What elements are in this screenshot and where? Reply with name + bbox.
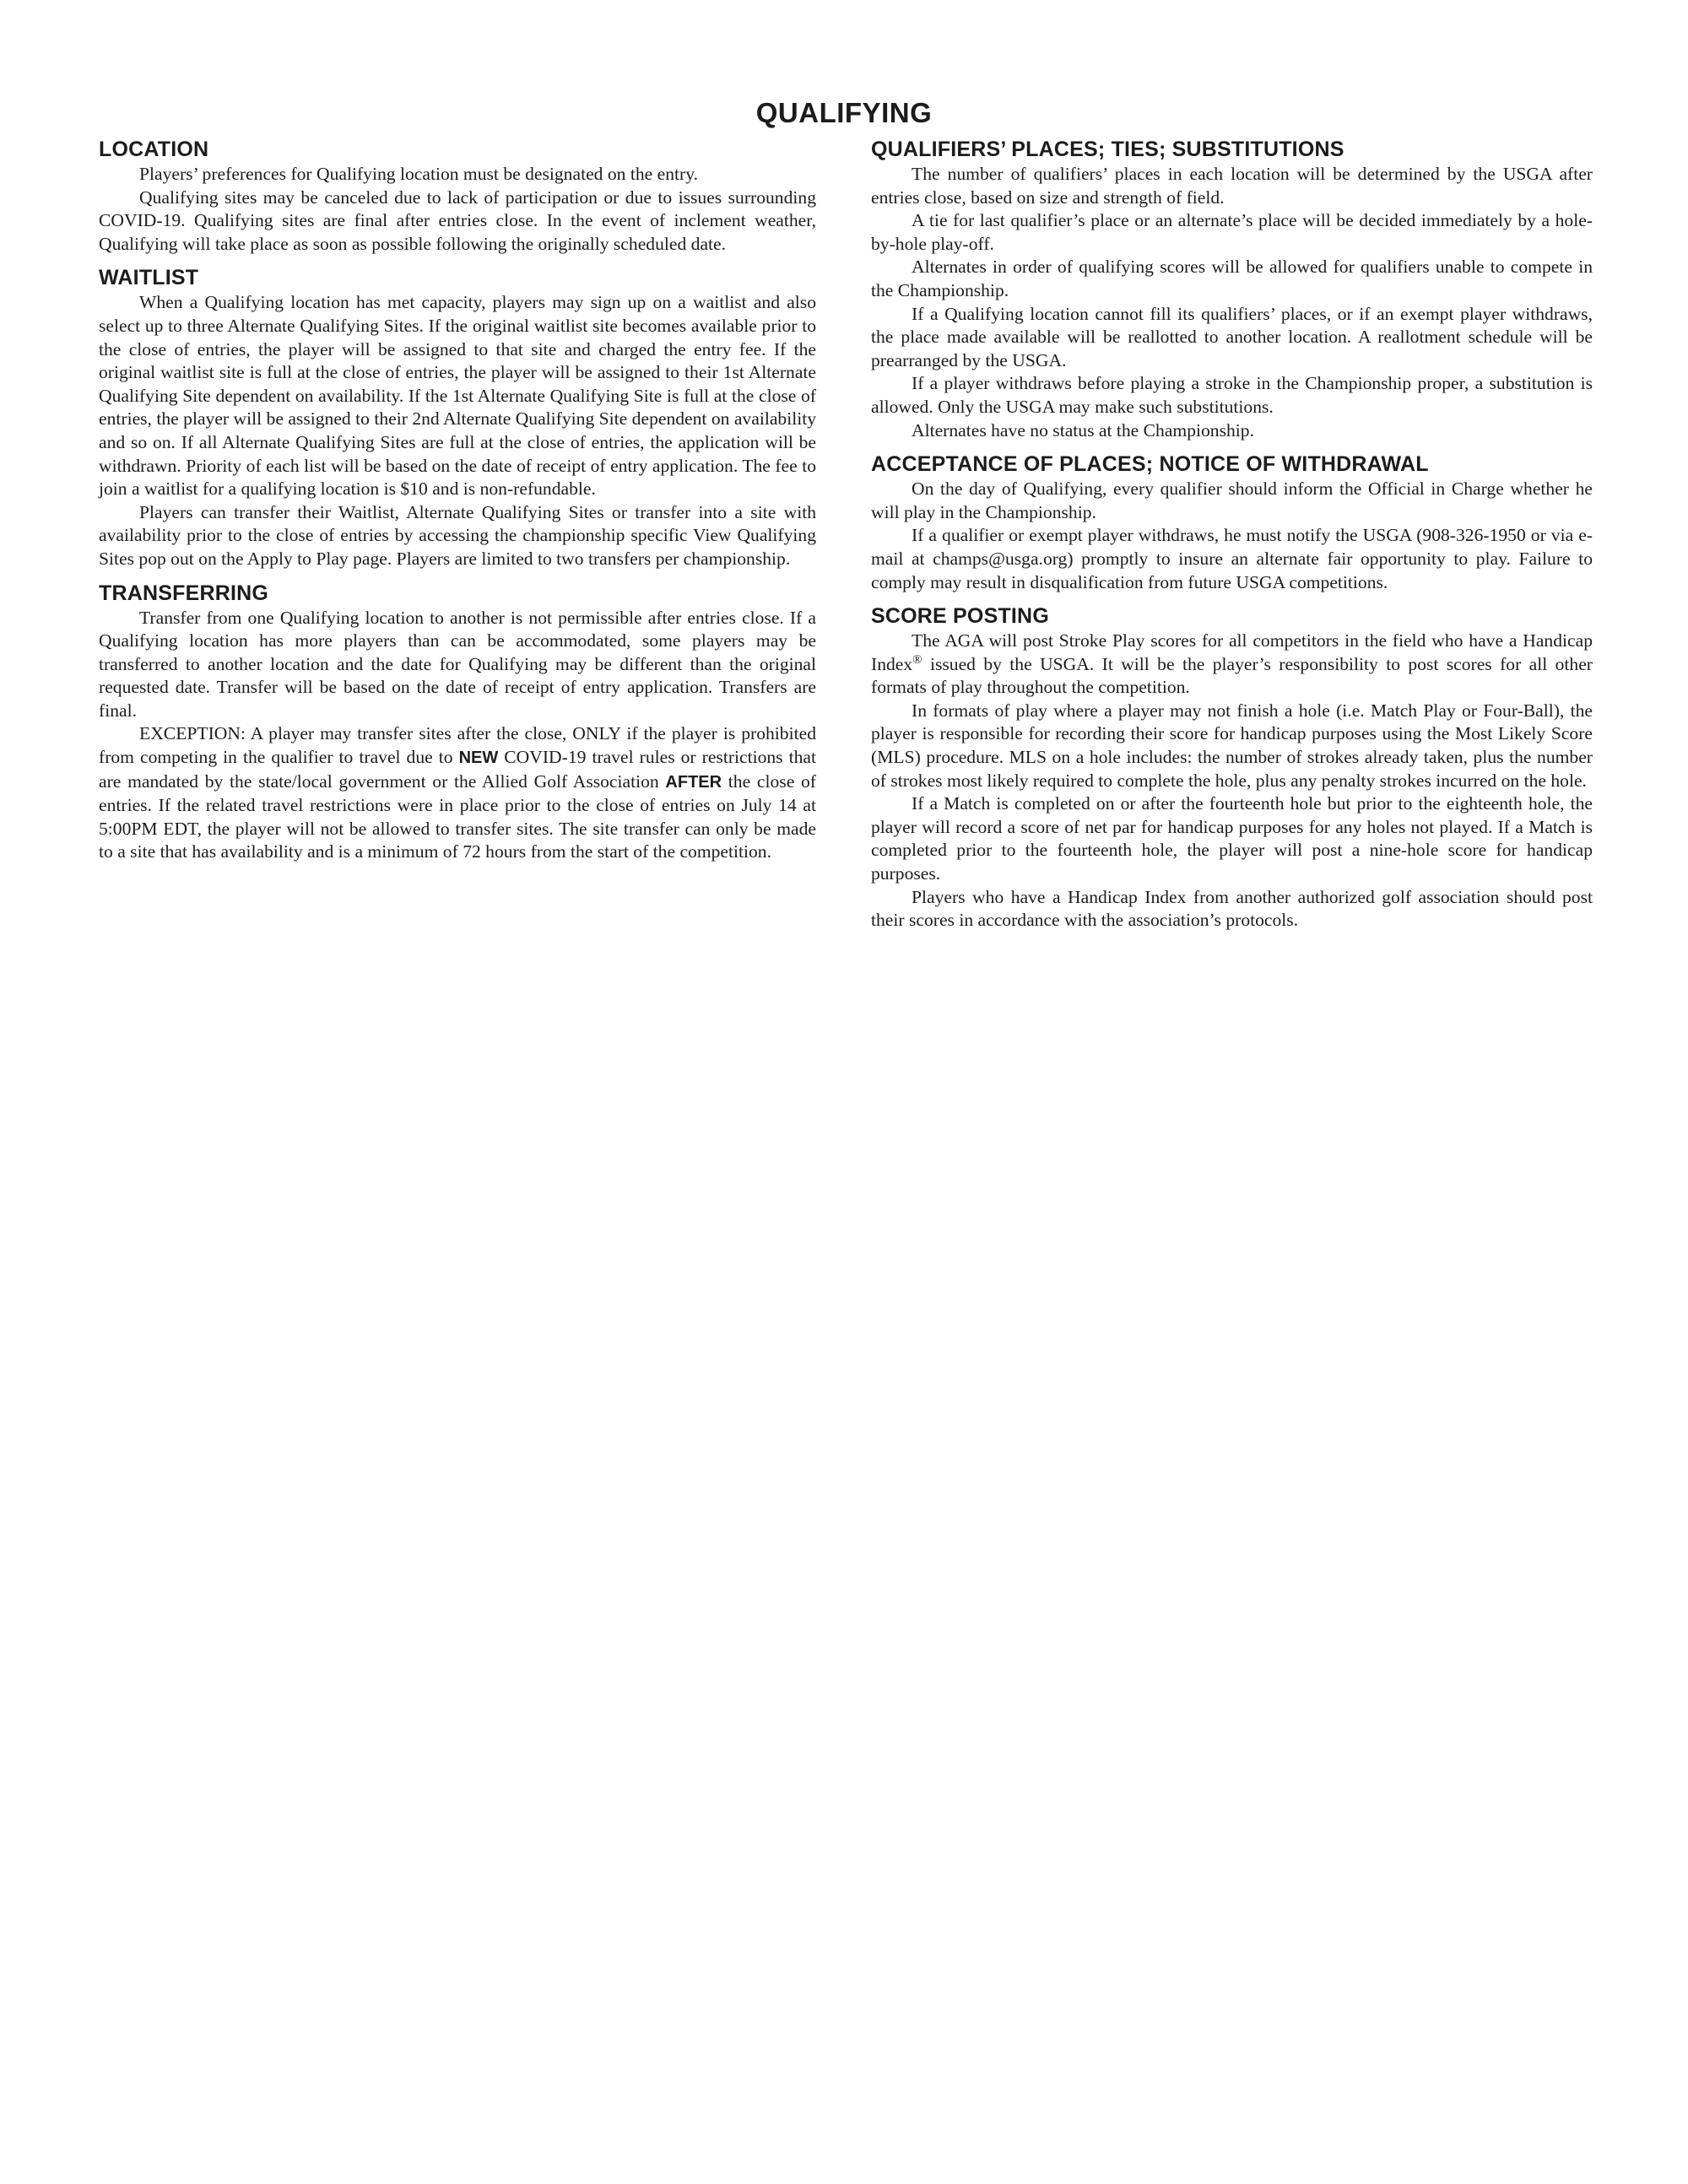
right-column xyxy=(871,137,1593,942)
section-qualifiers-places xyxy=(871,137,1593,442)
paragraph: The number of qualifiers’ places in each location will be determined by the USGA after entries close, based on size and strength of field. xyxy=(871,164,1593,208)
text-run: EXCEPTION: A player may transfer sites after the close, ONLY if the player is prohibited from competing in the qualifier to travel due to xyxy=(99,723,816,768)
paragraph: If a Match is completed on or after the fourteenth hole but prior to the eighteenth hole, the player will record a score of net par for handicap purposes for any holes not played. If a Match is completed prior to the fourteenth hole, the player will post a nine-hole score for handicap purposes. xyxy=(871,793,1593,884)
section-heading: ACCEPTANCE OF PLACES; NOTICE OF WITHDRAWAL xyxy=(871,452,1429,477)
paragraph: Qualifying sites may be canceled due to lack of participation or due to issues surrounding COVID-19. Qualifying sites are final after entries close. In the event of inclement weather, Qualifying will take place as soon as possible following the originally scheduled date. xyxy=(99,187,816,254)
section-location xyxy=(99,137,816,256)
paragraph: Transfer from one Qualifying location to another is not permissible after entries close. If a Qualifying location has more players than can be accommodated, some players may be transferred to another location and the date for Qualifying may be different than the original requested date. Transfer will be based on the date of receipt of entry application. Transfers are final. xyxy=(99,607,816,721)
paragraph: In formats of play where a player may not finish a hole (i.e. Match Play or Four-Ball), the player is responsible for recording their score for handicap purposes using the Most Likely Score (MLS) procedure. MLS on a hole includes: the number of strokes already taken, plus the number of strokes most likely required to complete the hole, plus any penalty strokes incurred on the hole. xyxy=(871,700,1593,791)
section-heading: QUALIFIERS’ PLACES; TIES; SUBSTITUTIONS xyxy=(871,138,1344,161)
paragraph-exception xyxy=(99,722,816,864)
section-heading: SCORE POSTING xyxy=(871,604,1049,629)
paragraph: When a Qualifying location has met capacity, players may sign up on a waitlist and also select up to three Alternate Qualifying Sites. If the original waitlist site becomes available prior to the close of entries, the player will be assigned to that site and charged the entry fee. If the original waitlist site is full at the close of entries, the player will be assigned to their 1st Alternate Qualifying Site dependent on availability. If the 1st Alternate Qualifying Site is full at the close of entries, the player will be assigned to their 2nd Alternate Qualifying Site dependent on availability and so on. If all Alternate Qualifying Sites are full at the close of entries, the application will be withdrawn. Priority of each list will be based on the date of receipt of entry application. The fee to join a waitlist for a qualifying location is $10 and is non-refundable. xyxy=(99,292,816,500)
paragraph: If a qualifier or exempt player withdraws, he must notify the USGA (908-326-1950 or via e-mail at champs@usga.org) promptly to insure an alternate fair opportunity to play. Failure to comply may result in disqualification from future USGA competitions. xyxy=(871,525,1593,592)
page-title: QUALIFYING xyxy=(755,97,933,128)
text-run: The AGA will post Stroke Play scores for all competitors in the field who have a Handicap Index xyxy=(871,630,1593,674)
section-waitlist xyxy=(99,265,816,570)
paragraph: If a player withdraws before playing a stroke in the Championship proper, a substitution is allowed. Only the USGA may make such substitutions. xyxy=(871,373,1593,417)
section-score-posting xyxy=(871,603,1593,933)
paragraph: A tie for last qualifier’s place or an alternate’s place will be decided immediately by a hole-by-hole play-off. xyxy=(871,210,1593,254)
paragraph: Players’ preferences for Qualifying location must be designated on the entry. xyxy=(139,164,698,184)
section-heading: LOCATION xyxy=(99,138,209,161)
text-run: the close of entries. If the related travel restrictions were in place prior to the close of entries on July 14 at 5:00PM EDT, the player will not be allowed to transfer sites. The site transfer can only be made to a site that has availability and is a minimum of 72 hours from the start of the competition. xyxy=(99,770,816,862)
paragraph: If a Qualifying location cannot fill its qualifiers’ places, or if an exempt player withdraws, the place made available will be reallotted to another location. A reallotment schedule will be prearranged by the USGA. xyxy=(871,303,1593,370)
paragraph: On the day of Qualifying, every qualifier should inform the Official in Charge whether he will play in the Championship. xyxy=(871,478,1593,522)
paragraph: Players can transfer their Waitlist, Alternate Qualifying Sites or transfer into a site with availability prior to the close of entries by accessing the championship specific View Qualifying Sites pop out on the Apply to Play page. Players are limited to two transfers per championship. xyxy=(99,501,816,569)
left-column xyxy=(99,137,816,873)
section-acceptance xyxy=(871,451,1593,594)
text-run: COVID-19 travel rules or restrictions that are mandated by the state/local government or the Allied Golf Association xyxy=(99,747,816,792)
bold-text: AFTER xyxy=(665,772,722,792)
text-run: issued by the USGA. It will be the player’s responsibility to post scores for all other formats of play throughout the competition. xyxy=(871,653,1593,698)
registered-mark: ® xyxy=(912,652,922,667)
paragraph: Players who have a Handicap Index from another authorized golf association should post their scores in accordance with the association’s protocols. xyxy=(871,886,1593,931)
bold-text: NEW xyxy=(458,749,499,768)
section-transferring xyxy=(99,581,816,865)
paragraph: Alternates in order of qualifying scores will be allowed for qualifiers unable to compete in the Championship. xyxy=(871,257,1593,300)
paragraph xyxy=(871,630,1593,700)
section-heading: TRANSFERRING xyxy=(99,581,269,605)
section-heading: WAITLIST xyxy=(99,266,199,290)
paragraph: Alternates have no status at the Championship. xyxy=(912,419,1255,441)
